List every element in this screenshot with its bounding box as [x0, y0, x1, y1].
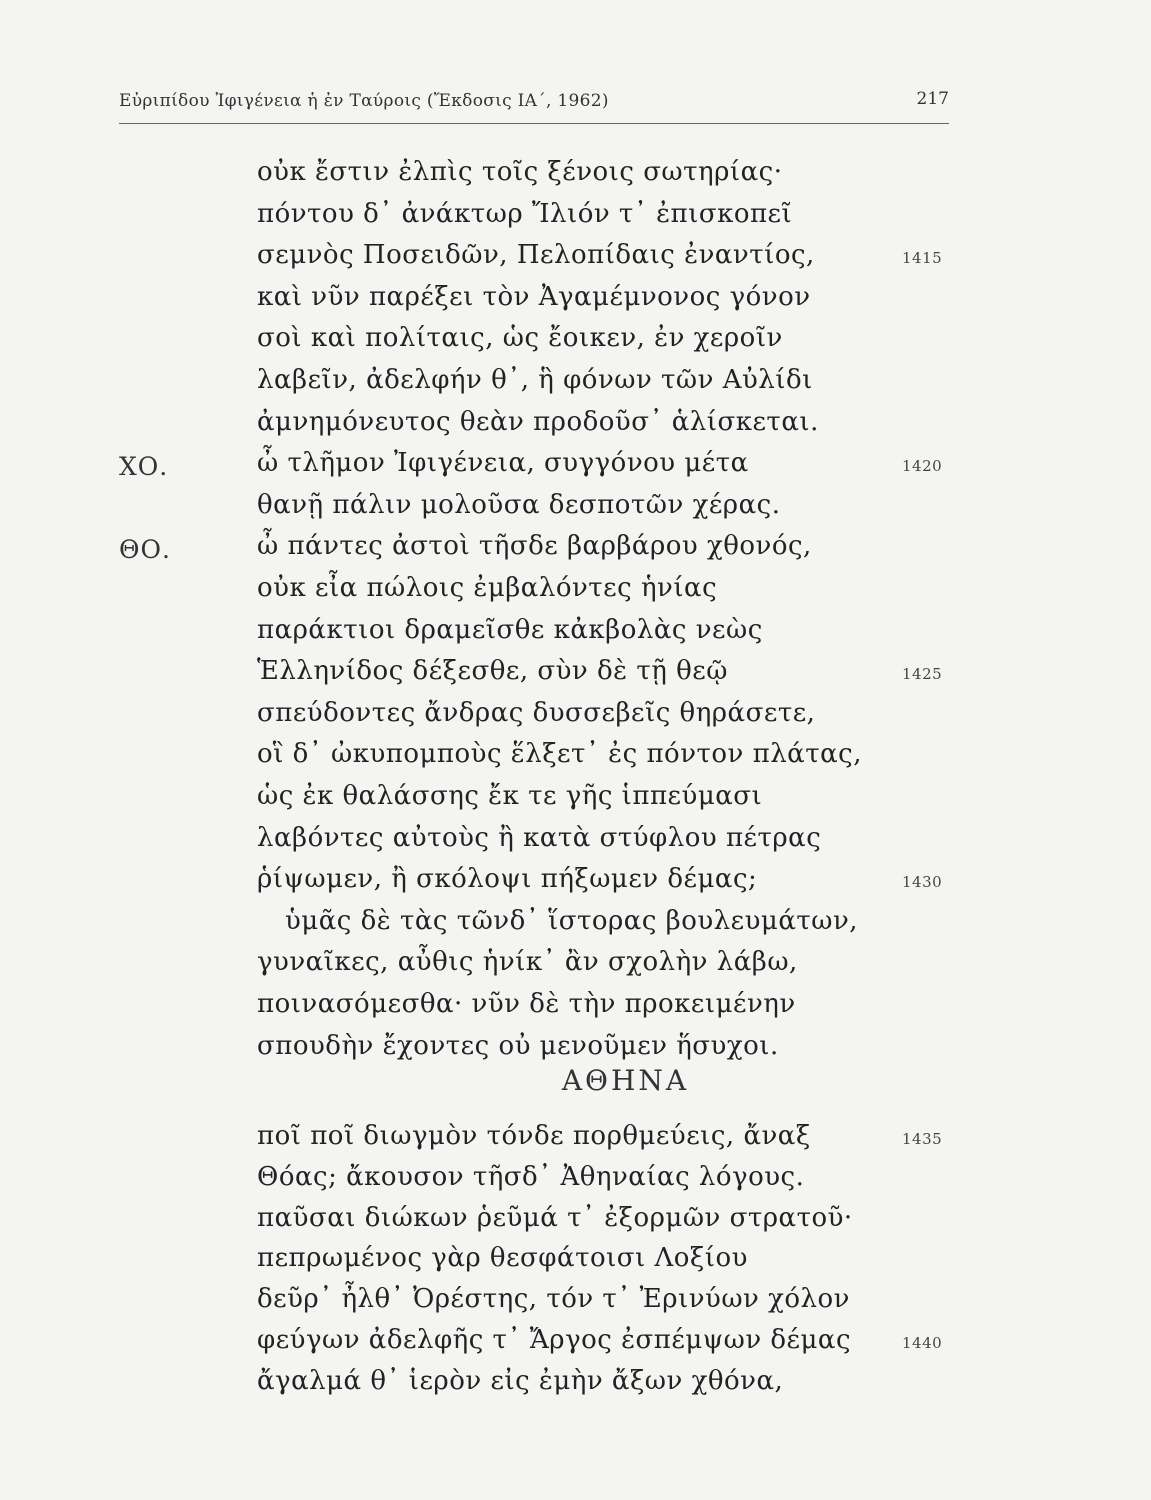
verse-line [0, 781, 1151, 823]
page-header [119, 86, 949, 120]
verse-line [0, 947, 1151, 989]
verse-text: παράκτιοι δραμεῖσθε κἀκβολὰς νεὼς [257, 614, 763, 645]
verse-text: ὦ πάντες ἀστοὶ τῆσδε βαρβάρου χθονός, [257, 531, 812, 562]
verse-line [0, 1325, 1151, 1367]
verse-line [0, 199, 1151, 241]
verse-text: ποῖ ποῖ διωγμὸν τόνδε πορθμεύεις, ἄναξ [257, 1121, 811, 1151]
line-number: 1420 [902, 457, 943, 476]
verse-text: λαβεῖν, ἀδελφήν θ᾽, ἣ φόνων τῶν Αὐλίδι [257, 365, 813, 395]
verse-text: καὶ νῦν παρέξει τὸν Ἀγαμέμνονος γόνον [257, 281, 811, 312]
verse-text: σεμνὸς Ποσειδῶν, Πελοπίδαις ἐναντίος, [257, 240, 815, 271]
verse-line [0, 906, 1151, 948]
verse-text: δεῦρ᾽ ἦλθ᾽ Ὀρέστης, τόν τ᾽ Ἐρινύων χόλον [257, 1284, 850, 1315]
line-number: 1435 [902, 1130, 943, 1148]
verse-line [0, 615, 1151, 657]
verse-line [0, 739, 1151, 781]
page-number: 217 [916, 89, 949, 109]
verse-line [0, 1162, 1151, 1204]
verse-line [0, 1243, 1151, 1285]
verse-line [0, 573, 1151, 615]
verse-text: σπουδὴν ἔχοντες οὐ μενοῦμεν ἥσυχοι. [257, 1030, 779, 1061]
verse-text: ὑμᾶς δὲ τὰς τῶνδ᾽ ἵστορας βουλευμάτων, [285, 905, 859, 936]
verse-line [0, 240, 1151, 282]
header-rule [119, 123, 949, 124]
verse-line [0, 864, 1151, 906]
verse-text: Ἑλληνίδος δέξεσθε, σὺν δὲ τῇ θεῷ [257, 656, 728, 687]
verse-text: σοὶ καὶ πολίταις, ὡς ἔοικεν, ἐν χεροῖν [257, 323, 783, 354]
verse-text: θανῇ πάλιν μολοῦσα δεσποτῶν χέρας. [257, 489, 781, 520]
verse-line [0, 365, 1151, 407]
verse-text: οὐκ εἶα πώλοις ἐμβαλόντες ἡνίας [257, 573, 718, 603]
verse-line [0, 1203, 1151, 1245]
verse-text: οὐκ ἔστιν ἐλπὶς τοῖς ξένοις σωτηρίας· [257, 157, 783, 187]
line-number: 1425 [902, 665, 943, 684]
verse-text: Θόας; ἄκουσον τῆσδ᾽ Ἀθηναίας λόγους. [257, 1161, 805, 1192]
verse-text: ἀμνημόνευτος θεὰν προδοῦσ᾽ ἁλίσκεται. [257, 406, 819, 437]
verse-line [0, 448, 1151, 490]
verse-text: ὦ τλῆμον Ἰφιγένεια, συγγόνου μέτα [257, 448, 749, 479]
running-head: Εὐριπίδου Ἰφιγένεια ἡ ἐν Ταύροις (Ἔκδοσις ΙΑ΄, 1962) [119, 91, 609, 111]
verse-line [0, 282, 1151, 324]
line-number: 1430 [902, 873, 943, 892]
verse-text: ῥίψωμεν, ἢ σκόλοψι πήξωμεν δέμας; [257, 864, 758, 895]
verse-line [0, 823, 1151, 865]
verse-line [0, 323, 1151, 365]
line-number: 1440 [902, 1334, 943, 1352]
line-number: 1415 [902, 249, 943, 268]
speaker-label: ΧΟ. [119, 452, 169, 482]
verse-line [0, 698, 1151, 740]
section-heading [0, 1064, 1151, 1097]
verse-line [0, 1121, 1151, 1163]
verse-line [0, 490, 1151, 532]
verse-line [0, 989, 1151, 1031]
verse-text: φεύγων ἀδελφῆς τ᾽ Ἄργος ἐσπέμψων δέμας [257, 1325, 852, 1355]
verse-text: λαβόντες αὐτοὺς ἢ κατὰ στύφλου πέτρας [257, 822, 822, 853]
verse-text: ποινασόμεσθα· νῦν δὲ τὴν προκειμένην [257, 989, 796, 1019]
speaker-label: ΘΟ. [119, 535, 171, 565]
verse-line [0, 531, 1151, 573]
verse-text: ὡς ἐκ θαλάσσης ἔκ τε γῆς ἱππεύμασι [257, 781, 763, 811]
verse-line [0, 1366, 1151, 1408]
verse-text: οἳ δ᾽ ὠκυπομποὺς ἕλξετ᾽ ἐς πόντον πλάτας, [257, 739, 862, 770]
verse-line [0, 407, 1151, 449]
verse-line [0, 157, 1151, 199]
verse-text: σπεύδοντες ἄνδρας δυσσεβεῖς θηράσετε, [257, 697, 816, 728]
verse-text: πόντου δ᾽ ἀνάκτωρ Ἴλιόν τ᾽ ἐπισκοπεῖ [257, 198, 793, 229]
heading-text: ΑΘΗΝΑ [561, 1064, 690, 1097]
verse-text: πεπρωμένος γὰρ θεσφάτοισι Λοξίου [257, 1243, 748, 1274]
verse-text: ἄγαλμά θ᾽ ἱερὸν εἰς ἐμὴν ἄξων χθόνα, [257, 1365, 784, 1396]
verse-line [0, 656, 1151, 698]
verse-line [0, 1284, 1151, 1326]
verse-text: γυναῖκες, αὖθις ἡνίκ᾽ ἂν σχολὴν λάβω, [257, 947, 798, 978]
verse-text: παῦσαι διώκων ῥεῦμά τ᾽ ἐξορμῶν στρατοῦ· [257, 1202, 853, 1233]
